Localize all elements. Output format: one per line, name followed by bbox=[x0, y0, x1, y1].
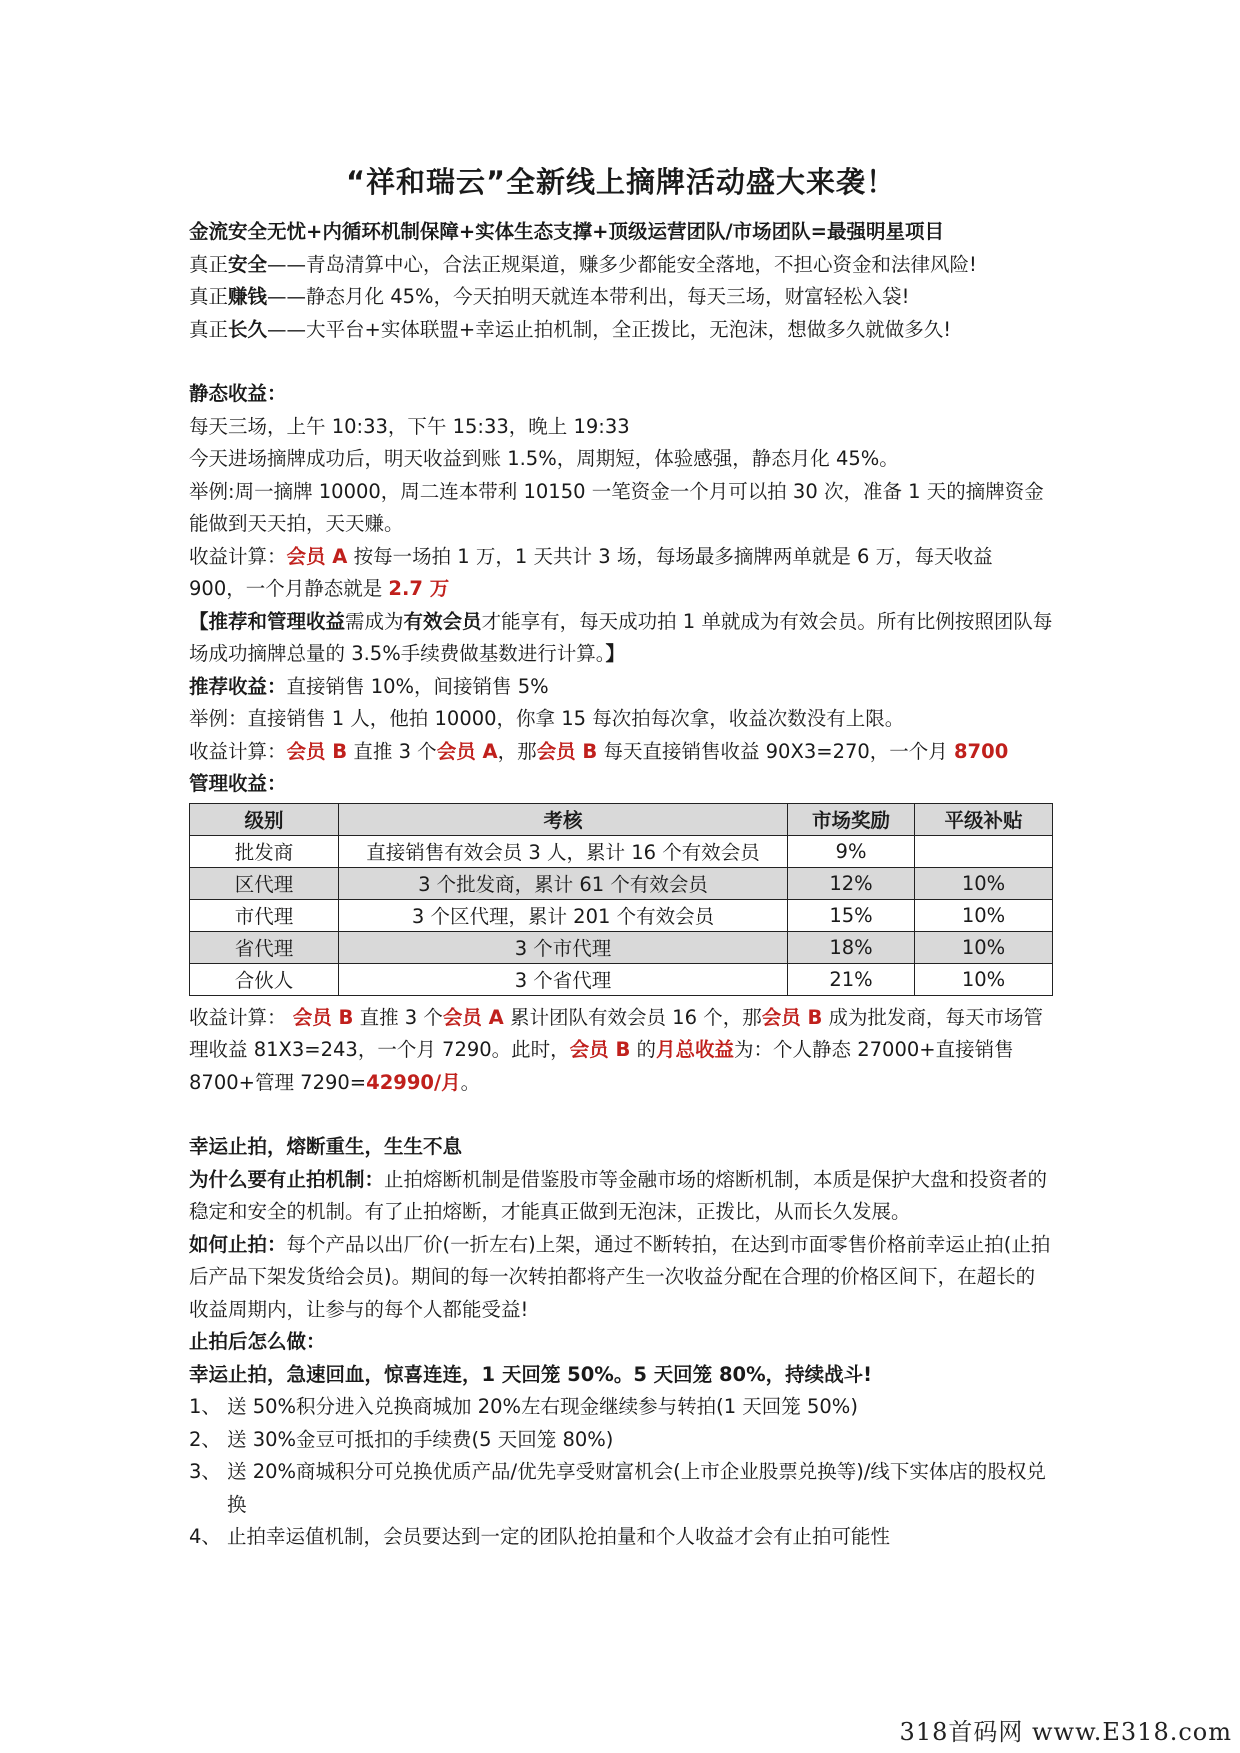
management-heading: 管理收益： bbox=[189, 772, 287, 795]
static-heading: 静态收益： bbox=[189, 382, 287, 405]
list-item: 1、 送 50%积分进入兑换商城加 20%左右现金继续参与转拍(1 天回笼 50%) bbox=[189, 1395, 858, 1418]
referral-total: 8700 bbox=[953, 739, 1009, 763]
spacer bbox=[189, 1099, 1053, 1131]
col-level: 级别 bbox=[190, 803, 339, 835]
intro-line-earn: 真正赚钱——静态月化 45%，今天拍明天就连本带利出，每天三场，财富轻松入袋! bbox=[189, 285, 910, 308]
monthly-total: 42990/月 bbox=[366, 1070, 461, 1094]
col-peer-subsidy: 平级补贴 bbox=[915, 803, 1053, 835]
referral-example: 举例：直接销售 1 人，他拍 10000，你拿 15 每次拍每次拿，收益次数没有上限。 bbox=[189, 707, 905, 730]
table-row: 市代理 3 个区代理，累计 201 个有效会员 15% 10% bbox=[190, 899, 1053, 931]
lucky-after-heading: 止拍后怎么做： bbox=[189, 1330, 326, 1353]
intro-line-safe: 真正安全——青岛清算中心，合法正规渠道，赚多少都能安全落地，不担心资金和法律风险! bbox=[189, 252, 977, 276]
list-item: 2、 送 30%金豆可抵扣的手续费(5 天回笼 80%) bbox=[189, 1427, 614, 1451]
table-row: 区代理 3 个批发商，累计 61 个有效会员 12% 10% bbox=[190, 867, 1053, 899]
table-row: 省代理 3 个市代理 18% 10% bbox=[190, 931, 1053, 963]
static-schedule: 每天三场，上午 10:33，下午 15:33，晚上 19:33 bbox=[189, 414, 630, 438]
col-market-reward: 市场奖励 bbox=[788, 803, 915, 835]
document-body bbox=[189, 216, 1053, 1554]
col-requirement: 考核 bbox=[339, 803, 788, 835]
static-calc: 收益计算：会员 A 按每一场拍 1 万，1 天共计 3 场，每场最多摘牌两单就是 6 万，每天收益 900，一个月静态就是 2.7 万 bbox=[189, 544, 993, 600]
management-table bbox=[189, 803, 1053, 996]
site-watermark: 318首码网 www.E318.com bbox=[899, 1718, 1232, 1746]
lucky-heading: 幸运止拍，熔断重生，生生不息 bbox=[189, 1135, 463, 1158]
static-return: 今天进场摘牌成功后，明天收益到账 1.5%，周期短，体验感强，静态月化 45%。 bbox=[189, 447, 899, 470]
lucky-how: 如何止拍：每个产品以出厂价(一折左右)上架，通过不断转拍，在达到市面零售价格前幸运止拍(止拍后产品下架发货给会员)。期间的每一次转拍都将产生一次收益分配在合理的价格区间下，在超长的收益周期内，让参与的每个人都能受益! bbox=[189, 1232, 1051, 1321]
lucky-why: 为什么要有止拍机制：止拍熔断机制是借鉴股市等金融市场的熔断机制，本质是保护大盘和投资者的稳定和安全的机制。有了止拍熔断，才能真正做到无泡沫，正拨比，从而长久发展。 bbox=[189, 1167, 1048, 1223]
lucky-after-summary: 幸运止拍，急速回血，惊喜连连，1 天回笼 50%。5 天回笼 80%，持续战斗! bbox=[189, 1362, 873, 1386]
table-row: 合伙人 3 个省代理 21% 10% bbox=[190, 963, 1053, 995]
table-header-row bbox=[190, 803, 1053, 835]
slogan: 金流安全无忧+内循环机制保障+实体生态支撑+顶级运营团队/市场团队=最强明星项目 bbox=[189, 220, 944, 243]
static-example: 举例:周一摘牌 10000，周二连本带利 10150 一笔资金一个月可以拍 30 次，准备 1 天的摘牌资金能做到天天拍，天天赚。 bbox=[189, 479, 1044, 535]
referral-line: 推荐收益：直接销售 10%，间接销售 5% bbox=[189, 674, 549, 698]
eligibility-note: 【推荐和管理收益需成为有效会员才能享有，每天成功拍 1 单就成为有效会员。所有比例按照团队每场成功摘牌总量的 3.5%手续费做基数进行计算。】 bbox=[189, 609, 1053, 665]
spacer bbox=[189, 346, 1053, 378]
intro-line-lasting: 真正长久——大平台+实体联盟+幸运止拍机制，全正拨比，无泡沫，想做多久就做多久! bbox=[189, 317, 952, 341]
document-title: “祥和瑞云”全新线上摘牌活动盛大来袭！ bbox=[345, 165, 897, 199]
table-row: 批发商 直接销售有效会员 3 人，累计 16 个有效会员 9% bbox=[190, 835, 1053, 867]
member-a-label: 会员 A bbox=[286, 544, 348, 568]
referral-calc: 收益计算：会员 B 直推 3 个会员 A，那会员 B 每天直接销售收益 90X3=270，一个月 8700 bbox=[189, 739, 1009, 763]
static-total: 2.7 万 bbox=[388, 577, 450, 600]
management-calc: 收益计算： 会员 B 直推 3 个会员 A 累计团队有效会员 16 个，那会员 B 成为批发商，每天市场管理收益 81X3=243，一个月 7290。此时，会员 B 的月总收益为：个人静态 27000+直接销售 8700+管理 7290=42990/月。 bbox=[189, 1005, 1044, 1094]
list-item: 4、 止拍幸运值机制，会员要达到一定的团队抢拍量和个人收益才会有止拍可能性 bbox=[189, 1525, 891, 1548]
list-item: 3、 送 20%商城积分可兑换优质产品/优先享受财富机会(上市企业股票兑换等)/线下实体店的股权兑换 bbox=[189, 1460, 1046, 1516]
